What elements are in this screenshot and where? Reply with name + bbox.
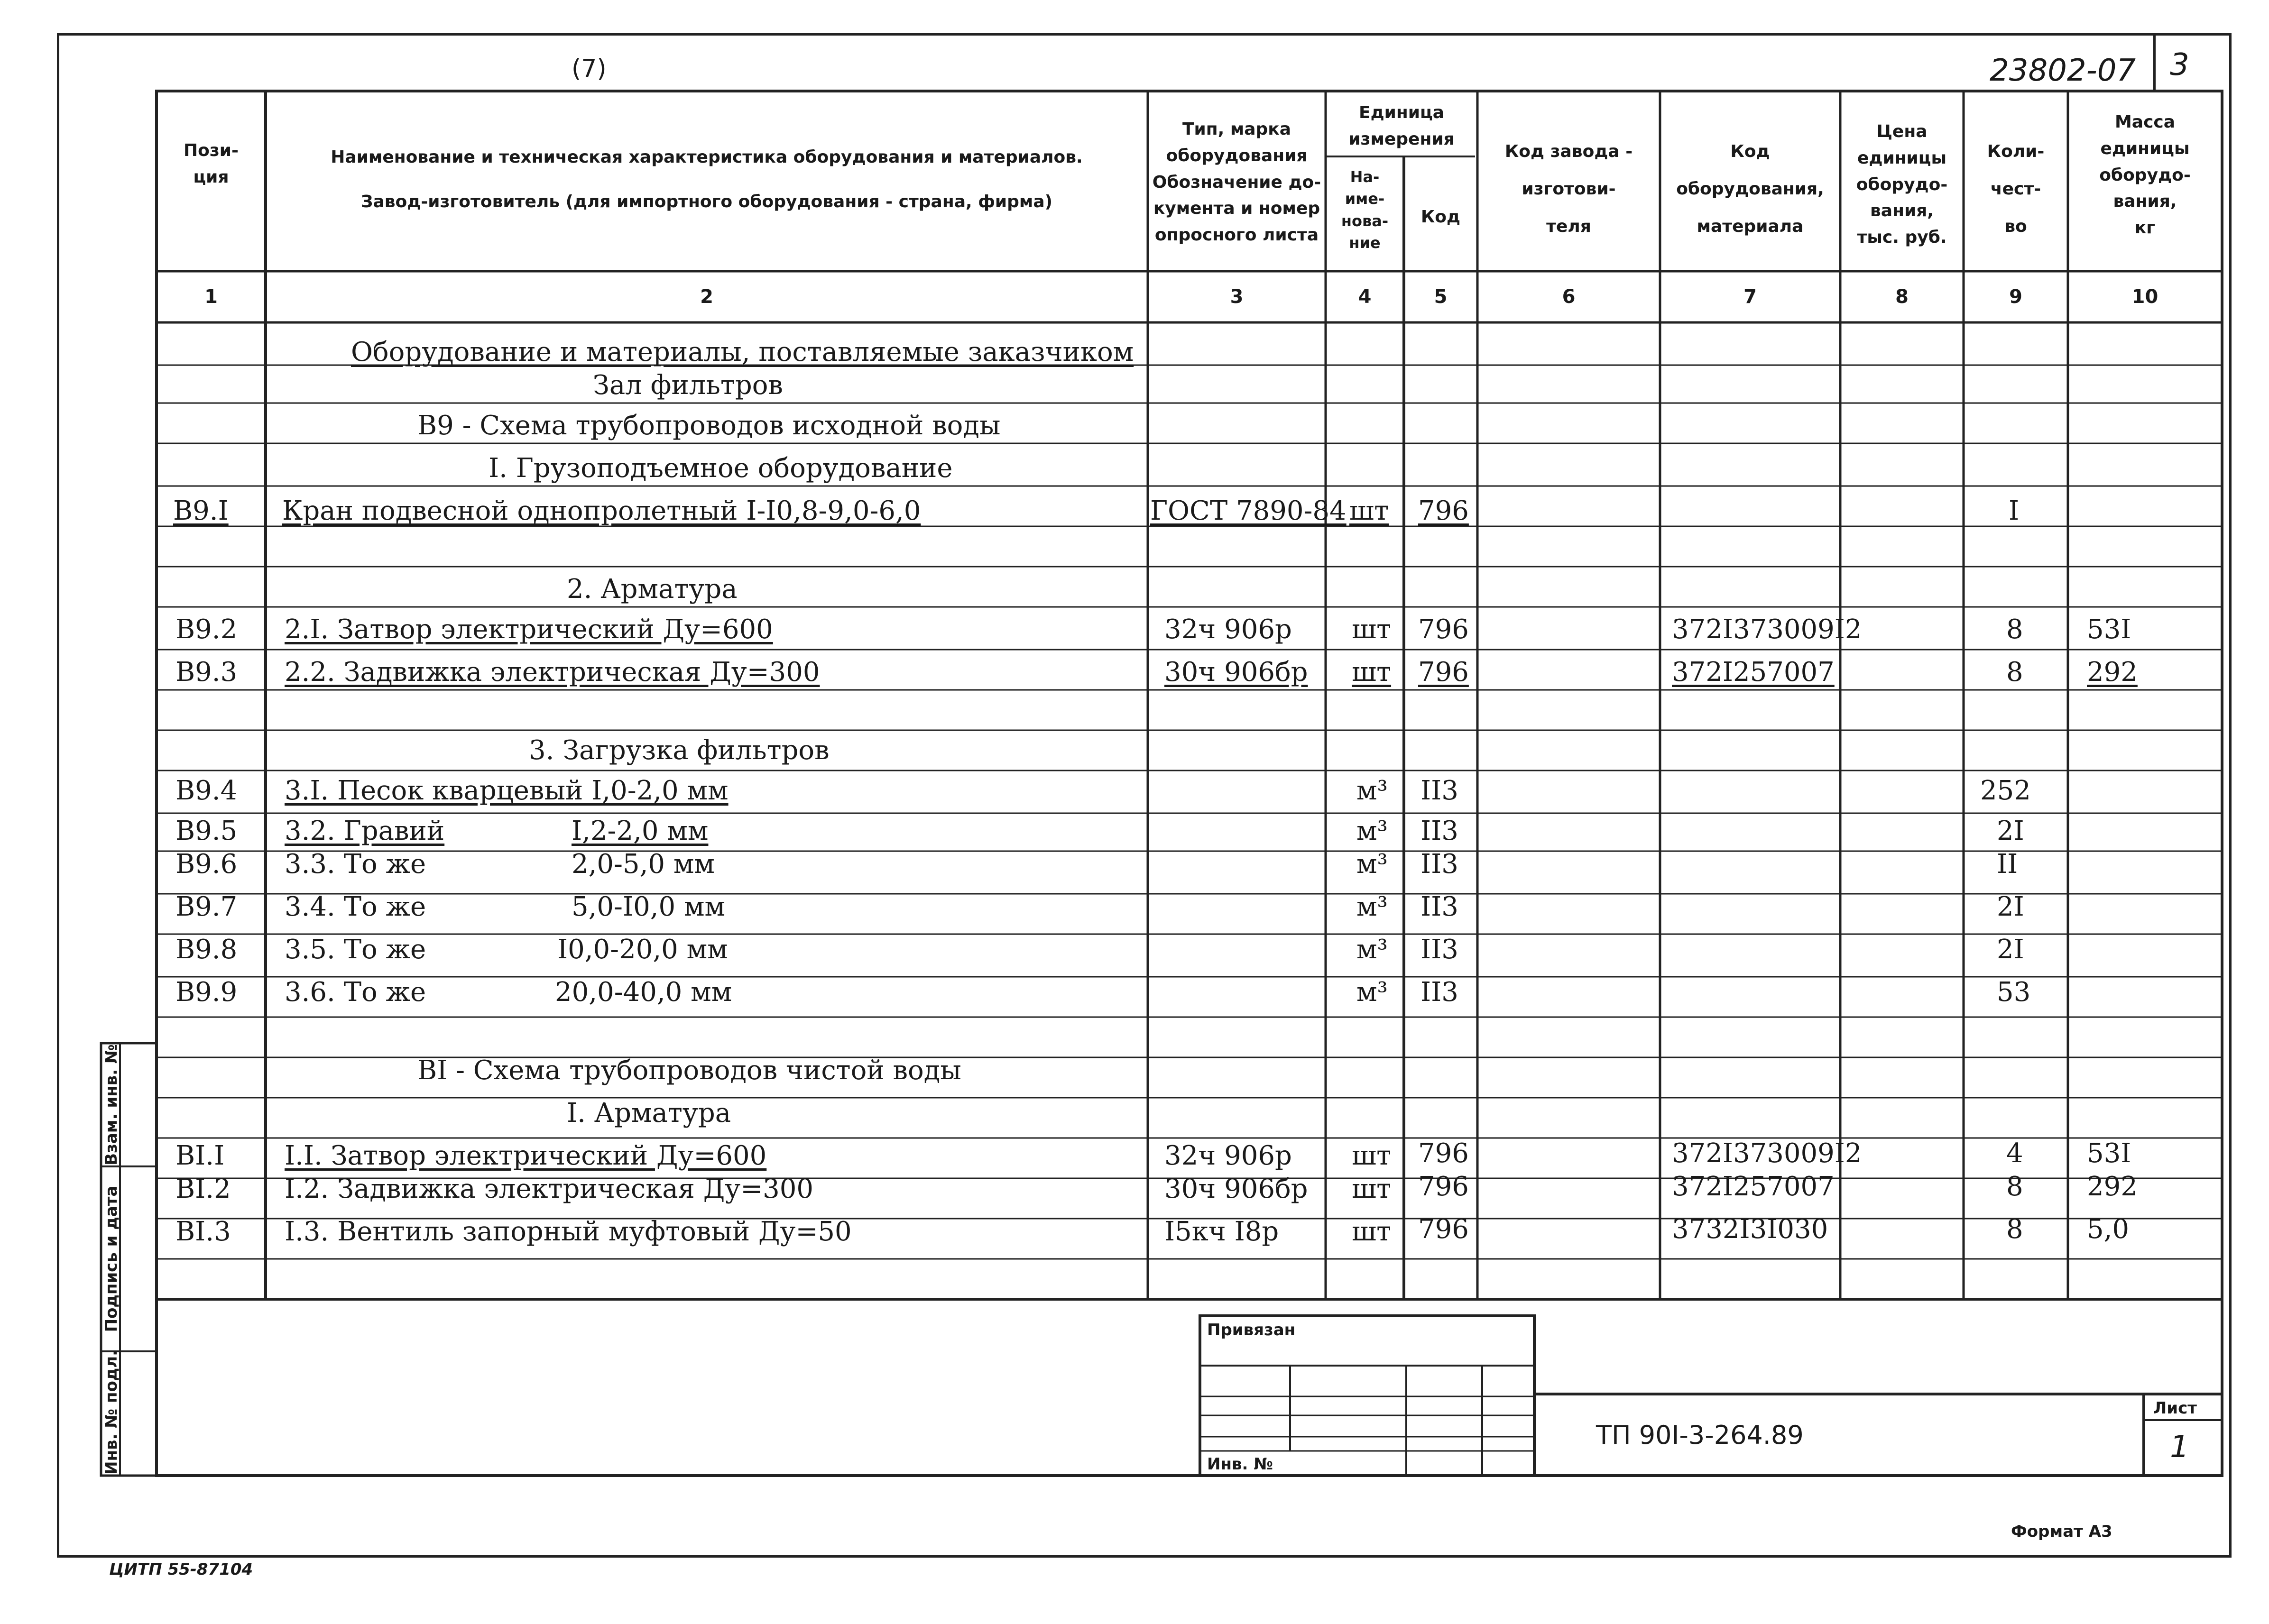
row-unit-code: 796 [1418, 1214, 1469, 1245]
row-material-code: 372I373009I2 [1672, 1138, 1862, 1169]
header-unit-name: На- име- нова- ние [1341, 168, 1389, 252]
row-position: В9.7 [175, 891, 238, 922]
row-name: 3.5. То же [285, 934, 426, 965]
sheet-corner-number: 3 [2170, 47, 2189, 83]
stamp-doc-code: ТП 90I-3-264.89 [1596, 1420, 1804, 1450]
stamp-privyazan: Привязан [1207, 1321, 1296, 1340]
header-factory-code: Код завода - изготови- теля [1504, 142, 1633, 237]
row-quantity: 2I [1997, 891, 2024, 922]
row-mass: 292 [2087, 1171, 2138, 1202]
row-material-code: 372I257007 [1672, 1171, 1835, 1202]
row-range: I,2-2,0 мм [572, 816, 709, 846]
section-filter-hall: Зал фильтров [593, 370, 783, 401]
header-price: Цена единицы оборудо- вания, тыс. руб. [1856, 122, 1948, 248]
row-unit: шт [1352, 657, 1392, 688]
side-label-inv-podl: Инв. № подл. [102, 1349, 121, 1475]
row-quantity: II [1997, 849, 2018, 880]
row-unit-code: 796 [1418, 1138, 1469, 1169]
row-unit-code: II3 [1420, 849, 1458, 880]
stamp-list-label: Лист [2153, 1399, 2197, 1418]
row-unit: м³ [1356, 775, 1388, 806]
header-quantity: Коли- чест- во [1987, 142, 2045, 237]
section-filter-loading: 3. Загрузка фильтров [529, 735, 830, 766]
section-fittings-b9: 2. Арматура [567, 574, 738, 605]
row-name: 3.I. Песок кварцевый I,0-2,0 мм [285, 775, 729, 806]
section-b9-scheme: В9 - Схема трубопроводов исходной воды [417, 410, 1001, 441]
row-name: 3.4. То же [285, 891, 426, 922]
row-type: ГОСТ 7890-84 [1150, 495, 1347, 526]
row-mass: 53I [2087, 1138, 2131, 1169]
col-number-3: 3 [1230, 286, 1244, 308]
side-label-signature-date: Подпись и дата [102, 1185, 121, 1332]
row-unit: м³ [1356, 891, 1388, 922]
row-name: 3.6. То же [285, 977, 426, 1008]
row-unit: м³ [1356, 816, 1388, 846]
section-fittings-bi: I. Арматура [567, 1098, 731, 1129]
row-mass: 53I [2087, 614, 2131, 645]
row-unit: м³ [1356, 849, 1388, 880]
row-quantity: I [2009, 495, 2020, 526]
row-quantity: 8 [2006, 657, 2023, 688]
row-quantity: 53 [1997, 977, 2031, 1008]
row-type: 32ч 906р [1164, 614, 1292, 645]
row-name: 3.3. То же [285, 849, 426, 880]
row-name: I.I. Затвор электрический Ду=600 [285, 1140, 767, 1171]
col-number-2: 2 [700, 286, 713, 308]
row-quantity: 2I [1997, 934, 2024, 965]
row-position: В9.8 [175, 934, 238, 965]
row-unit: шт [1352, 614, 1392, 645]
row-unit-code: 796 [1418, 495, 1469, 526]
row-unit: м³ [1356, 977, 1388, 1008]
row-quantity: 8 [2006, 614, 2023, 645]
row-unit: шт [1352, 1216, 1392, 1247]
col-number-9: 9 [2009, 286, 2022, 308]
row-mass: 5,0 [2087, 1214, 2130, 1245]
row-position: В9.I [173, 495, 229, 526]
header-type: Тип, марка оборудования Обозначение до- кумента и номер опросного листа [1152, 119, 1321, 245]
row-quantity: 4 [2006, 1138, 2023, 1169]
section-lifting-equipment: I. Грузоподъемное оборудование [489, 453, 953, 484]
row-type: I5кч I8р [1164, 1216, 1279, 1247]
row-unit-code: 796 [1418, 614, 1469, 645]
section-supplied-by-customer: Оборудование и материалы, поставляемые заказчиком [351, 337, 1134, 367]
row-unit-code: 796 [1418, 1171, 1469, 1202]
row-type: 30ч 906бр [1164, 657, 1308, 688]
row-position: В9.6 [175, 849, 238, 880]
row-position: В9.4 [175, 775, 238, 806]
row-unit: шт [1352, 1174, 1392, 1204]
section-bi-scheme: ВI - Схема трубопроводов чистой воды [417, 1055, 961, 1086]
row-material-code: 372I257007 [1672, 657, 1835, 688]
row-range: 2,0-5,0 мм [572, 849, 715, 880]
header-material-code: Код оборудования, материала [1676, 142, 1824, 237]
stamp-inv-no: Инв. № [1207, 1455, 1273, 1474]
row-unit-code: II3 [1420, 775, 1458, 806]
col-number-5: 5 [1434, 286, 1448, 308]
row-mass: 292 [2087, 657, 2138, 688]
row-name: Кран подвесной однопролетный I-I0,8-9,0-6,0 [282, 495, 921, 526]
row-position: В9.3 [175, 657, 238, 688]
row-position: В9.5 [175, 816, 238, 846]
row-unit: шт [1352, 1140, 1392, 1171]
row-position: ВI.3 [175, 1216, 231, 1247]
header-mass: Масса единицы оборудо- вания, кг [2099, 112, 2191, 238]
row-unit-code: II3 [1420, 934, 1458, 965]
page-marker: (7) [572, 55, 607, 83]
col-number-10: 10 [2131, 286, 2158, 308]
row-name: 3.2. Гравий [285, 816, 445, 846]
stamp-list-value: 1 [2170, 1430, 2189, 1465]
row-unit-code: II3 [1420, 891, 1458, 922]
header-unit: Единица измерения [1348, 103, 1455, 149]
footer-format: Формат А3 [2011, 1522, 2112, 1541]
row-unit-code: 796 [1418, 657, 1469, 688]
row-position: ВI.I [175, 1140, 225, 1171]
row-position: В9.2 [175, 614, 238, 645]
row-quantity: 8 [2006, 1171, 2023, 1202]
col-number-8: 8 [1895, 286, 1909, 308]
doc-number: 23802-07 [1990, 53, 2136, 88]
header-position: Пози- ция [184, 141, 239, 187]
row-name: I.2. Задвижка электрическая Ду=300 [285, 1174, 814, 1204]
col-number-4: 4 [1358, 286, 1372, 308]
row-range: 5,0-I0,0 мм [572, 891, 726, 922]
header-unit-code: Код [1420, 207, 1461, 227]
row-position: ВI.2 [175, 1174, 231, 1204]
col-number-7: 7 [1743, 286, 1757, 308]
row-type: 32ч 906р [1164, 1140, 1292, 1171]
side-label-vzam-inv: Взам. инв. № [102, 1044, 121, 1165]
header-name: Наименование и техническая характеристика оборудования и материалов. Завод-изготовитель (для импортного оборудования - страна, фирма) [331, 147, 1083, 211]
row-material-code: 372I373009I2 [1672, 614, 1862, 645]
row-name: 2.2. Задвижка электрическая Ду=300 [285, 657, 820, 688]
row-name: I.3. Вентиль запорный муфтовый Ду=50 [285, 1216, 852, 1247]
col-number-1: 1 [204, 286, 218, 308]
row-unit-code: II3 [1420, 816, 1458, 846]
row-quantity: 2I [1997, 816, 2024, 846]
row-unit-code: II3 [1420, 977, 1458, 1008]
row-range: I0,0-20,0 мм [557, 934, 728, 965]
row-name: 2.I. Затвор электрический Ду=600 [285, 614, 773, 645]
col-number-6: 6 [1562, 286, 1576, 308]
row-quantity: 252 [1980, 775, 2031, 806]
row-quantity: 8 [2006, 1214, 2023, 1245]
row-position: В9.9 [175, 977, 238, 1008]
row-unit: шт [1349, 495, 1389, 526]
row-range: 20,0-40,0 мм [555, 977, 732, 1008]
footer-printer-code: ЦИТП 55-87104 [109, 1560, 253, 1579]
row-type: 30ч 906бр [1164, 1174, 1308, 1204]
row-unit: м³ [1356, 934, 1388, 965]
row-material-code: 3732I3I030 [1672, 1214, 1828, 1245]
